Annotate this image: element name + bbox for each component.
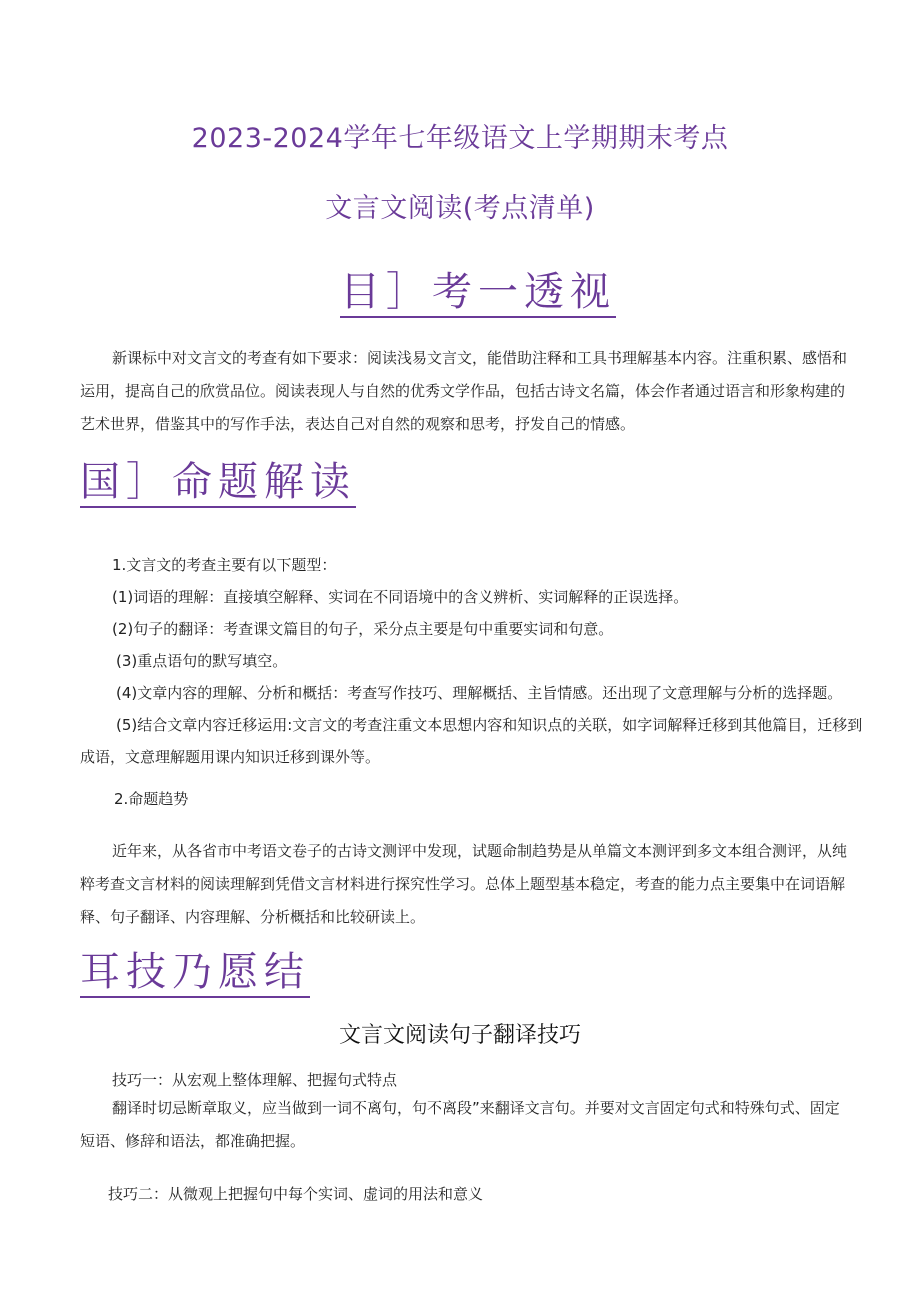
list-item: (4)文章内容的理解、分析和概括：考查写作技巧、理解概括、主旨情感。还出现了文意理解与分析的选择题。	[116, 684, 843, 702]
subheading: 文言文阅读句子翻译技巧	[338, 1023, 581, 1048]
doc-subtitle: 文言文阅读(考点清单)	[325, 193, 595, 224]
list-item: (2)句子的翻译：考查课文篇目的句子，采分点主要是句中重要实词和句意。	[112, 620, 614, 638]
trend-paragraph	[80, 835, 850, 934]
banner-jiqiao-zongjie: 耳技乃愿结	[80, 950, 310, 998]
intro-paragraph	[80, 342, 850, 441]
tip1-text: 翻译时切忌断章取义，应当做到一词不离句，句不离段”来翻译文言句。并要对文言固定句式和特殊句式、固定短语、修辞和语法，都准确把握。	[80, 1099, 840, 1150]
tip2-title: 技巧二：从微观上把握句中每个实词、虚词的用法和意义	[108, 1185, 484, 1203]
doc-title: 2023-2024学年七年级语文上学期期末考点	[191, 123, 729, 154]
list-item: 成语，文意理解题用课内知识迁移到课外等。	[80, 748, 381, 766]
list-item: (1)词语的理解：直接填空解释、实词在不同语境中的含义辨析、实词解释的正误选择。	[112, 588, 689, 606]
list-item: (5)结合文章内容迁移运用:文言文的考查注重文本思想内容和知识点的关联，如字词解释迁移到其他篇目，迁移到	[116, 716, 863, 734]
tip1-paragraph	[80, 1092, 850, 1158]
intro-text: 新课标中对文言文的考查有如下要求：阅读浅易文言文，能借助注释和工具书理解基本内容。注重积累、感悟和运用，提高自己的欣赏品位。阅读表现人与自然的优秀文学作品，包括古诗文名篇，体会作者通过语言和形象构建的艺术世界，借鉴其中的写作手法，表达自己对自然的观察和思考，抒发自己的情感。	[80, 349, 848, 433]
banner-mingti-jiedu: 国］命题解读	[80, 460, 356, 508]
list-item: (3)重点语句的默写填空。	[116, 652, 288, 670]
tip1-title: 技巧一：从宏观上整体理解、把握句式特点	[112, 1071, 398, 1089]
section1-heading: 1.文言文的考查主要有以下题型：	[112, 556, 337, 574]
section2-heading: 2.命题趋势	[114, 790, 189, 808]
trend-text: 近年来，从各省市中考语文卷子的古诗文测评中发现，试题命制趋势是从单篇文本测评到多文本组合测评，从纯粹考查文言材料的阅读理解到凭借文言材料进行探究性学习。总体上题型基本稳定，考查的能力点主要集中在词语解释、句子翻译、内容理解、分析概括和比较研读上。	[80, 842, 848, 926]
banner-kaoxiang-toushi: 目］考一透视	[340, 270, 616, 318]
